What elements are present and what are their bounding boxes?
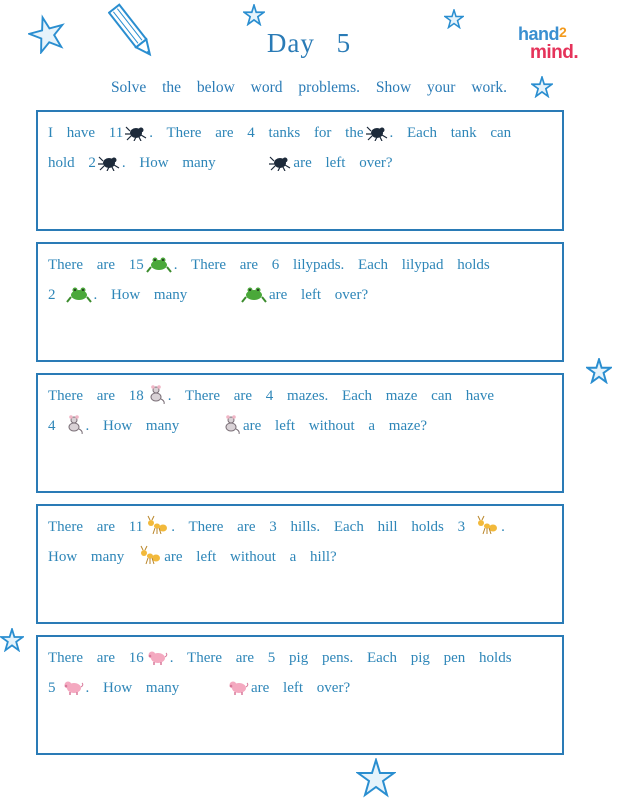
problem-text-segment: . xyxy=(501,519,505,535)
pig-icon xyxy=(227,678,249,705)
mouse-icon xyxy=(146,384,166,413)
problem-text-segment: There are 16 xyxy=(48,650,144,666)
problem-text-segment: . How many xyxy=(85,418,180,434)
problem-text-segment: . Each tank can xyxy=(389,125,512,141)
problem-text-segment: 4 xyxy=(48,418,56,434)
star-icon xyxy=(243,4,265,26)
problem-text-segment: There are 15 xyxy=(48,257,144,273)
pig-icon xyxy=(146,648,168,675)
problem-text-segment: are left over? xyxy=(251,680,351,696)
problem-text xyxy=(48,383,548,443)
problem-text-segment: . There are 5 pig pens. Each pig pen holds xyxy=(169,650,512,666)
problem-box-2 xyxy=(36,242,564,362)
logo-digit: 2 xyxy=(559,24,567,40)
frog-icon xyxy=(146,255,172,282)
ant-icon xyxy=(138,545,162,574)
spider-icon xyxy=(269,153,291,180)
problem-text-segment: . There are 4 tanks for the xyxy=(149,125,364,141)
pig-icon xyxy=(62,678,84,705)
problem-text-segment: are left without a hill? xyxy=(164,549,337,565)
problem-text xyxy=(48,252,548,312)
frog-icon xyxy=(66,285,92,312)
problem-text-segment: are left over? xyxy=(293,155,393,171)
mouse-icon xyxy=(221,414,241,443)
problem-text-segment: hold 2 xyxy=(48,155,96,171)
problem-text-segment: 5 xyxy=(48,680,56,696)
problem-text xyxy=(48,120,548,180)
spider-icon xyxy=(366,123,388,150)
problem-box-1 xyxy=(36,110,564,231)
problem-text-segment: How many xyxy=(48,549,125,565)
star-icon xyxy=(0,628,24,652)
star-icon xyxy=(356,758,396,798)
ant-icon xyxy=(475,515,499,544)
problem-text-segment: . How many xyxy=(85,680,180,696)
problem-text-segment: . There are 4 mazes. Each maze can have xyxy=(167,388,495,404)
problem-text-segment: There are 18 xyxy=(48,388,144,404)
instructions: Solve the below word problems. Show your work. xyxy=(110,79,508,96)
problem-text xyxy=(48,514,548,574)
mouse-icon xyxy=(64,414,84,443)
problem-text-segment: 2 xyxy=(48,287,56,303)
problem-text-segment: I have 11 xyxy=(48,125,124,141)
problem-box-4 xyxy=(36,504,564,624)
logo-text-hand: hand xyxy=(518,24,559,44)
problem-text-segment: . How many xyxy=(121,155,216,171)
problem-box-5 xyxy=(36,635,564,755)
page-title: Day 5 xyxy=(266,28,352,58)
star-icon xyxy=(444,9,464,29)
problem-text-segment: . How many xyxy=(93,287,188,303)
ant-icon xyxy=(145,515,169,544)
problem-text-segment: . There are 6 lilypads. Each lilypad holds xyxy=(173,257,490,273)
frog-icon xyxy=(241,285,267,312)
star-icon xyxy=(586,358,612,384)
logo-mark: . xyxy=(573,42,579,63)
problem-text-segment: . There are 3 hills. Each hill holds 3 xyxy=(171,519,466,535)
logo-text-mind: mind xyxy=(530,42,574,63)
spider-icon xyxy=(98,153,120,180)
brand-logo xyxy=(518,26,598,66)
problem-text-segment: There are 11 xyxy=(48,519,144,535)
spider-icon xyxy=(125,123,147,150)
problem-text-segment: are left over? xyxy=(269,287,369,303)
problem-text xyxy=(48,645,548,705)
problem-box-3 xyxy=(36,373,564,493)
problem-text-segment: are left without a maze? xyxy=(243,418,428,434)
